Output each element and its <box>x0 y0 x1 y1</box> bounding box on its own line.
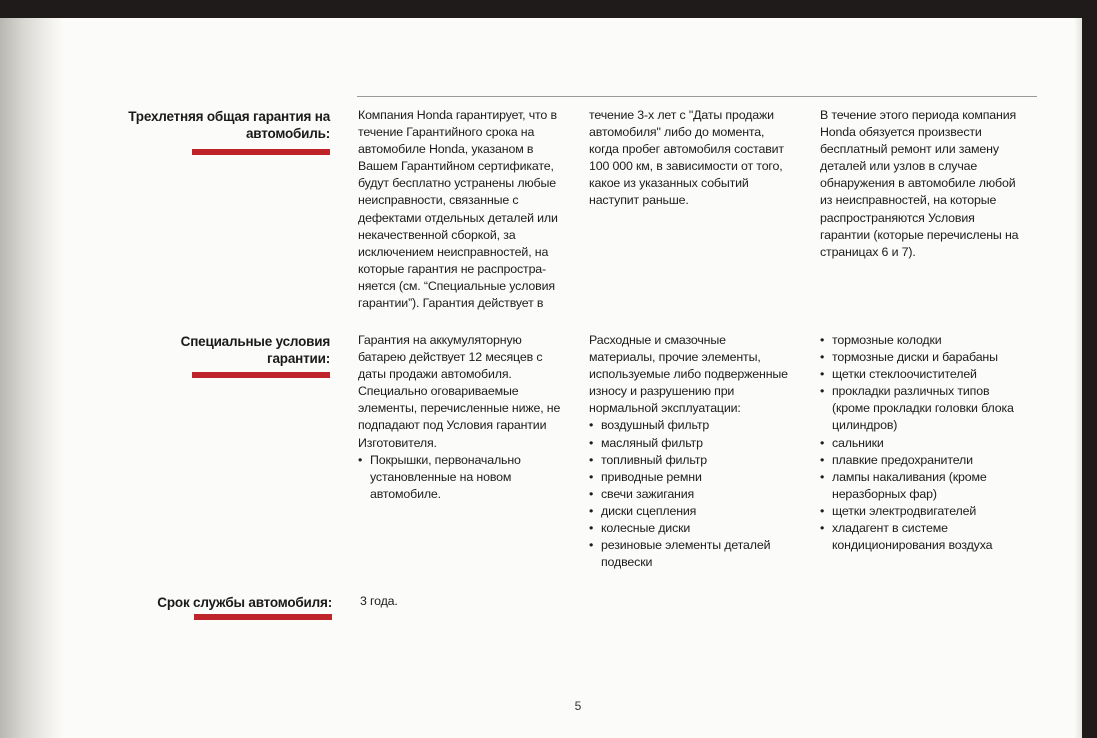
list-item: • щетки электродвигателей <box>820 503 1025 520</box>
paragraph: Гарантия на аккумуляторную батарею действует 12 месяцев с даты продажи автомобиля. Специально оговариваемые элементы, перечисленные ниже, не подпадают под Условия гарантии Изготовителя. <box>358 333 561 450</box>
page-gutter-shadow <box>0 18 64 738</box>
list-item: • лампы накаливания (кроме неразборных фар) <box>820 469 1025 503</box>
section-label-line: Специальные условия <box>180 334 330 349</box>
page-number: 5 <box>574 699 582 713</box>
list-item: • плавкие предохранители <box>820 452 1025 469</box>
list-item: • резиновые элементы деталей подвески <box>589 537 794 571</box>
list-item: • диски сцепления <box>589 503 794 520</box>
paragraph: Расходные и смазочные материалы, прочие элементы, используемые либо подверженные износу и разрушению при нормальной эксплуатации: <box>589 333 788 416</box>
list-item: • прокладки различных типов (кроме прокладки головки блока цилиндров) <box>820 383 1025 434</box>
special-conditions-col1 <box>358 332 563 503</box>
section-label-line: автомобиль: <box>246 126 330 141</box>
list-item: • топливный фильтр <box>589 452 794 469</box>
list-item: • щетки стеклоочистителей <box>820 366 1025 383</box>
section-label-line: Трехлетняя общая гарантия на <box>128 109 330 124</box>
section-label-service-life <box>110 594 332 611</box>
list-item: • приводные ремни <box>589 469 794 486</box>
list-item: • воздушный фильтр <box>589 417 794 434</box>
special-conditions-col2 <box>589 332 794 571</box>
list-item: • свечи зажигания <box>589 486 794 503</box>
section-marker-bar <box>192 149 330 155</box>
list-item: • масляный фильтр <box>589 435 794 452</box>
paragraph: В течение этого периода компания Honda обязуется произвести бесплатный ремонт или замену деталей или узлов в случае обнаружения в автомобиле любой из неисправностей, на которые распространяются Условия гарантии (которые перечислены на страницах 6 и 7). <box>820 108 1019 259</box>
paragraph: течение 3-х лет с "Даты продажи автомобиля" либо до момента, когда пробег автомобиля составит 100 000 км, в зависимости от того, какое из указанных событий наступит раньше. <box>589 108 784 208</box>
section-label-general-warranty <box>110 108 330 142</box>
special-conditions-col3 <box>820 332 1025 554</box>
list-item: • тормозные колодки <box>820 332 1025 349</box>
section-label-line: Срок службы автомобиля: <box>157 595 332 610</box>
list-item: • тормозные диски и барабаны <box>820 349 1025 366</box>
general-warranty-col2 <box>589 107 794 210</box>
bullet-list <box>820 332 1025 554</box>
section-marker-bar <box>192 372 330 378</box>
general-warranty-col1 <box>358 107 563 312</box>
bullet-list <box>589 417 794 571</box>
list-item: • хладагент в системе кондиционирования воздуха <box>820 520 1025 554</box>
paragraph: Компания Honda гарантирует, что в течение Гарантийного срока на автомобиле Honda, указаном в Вашем Гарантийном сертификате, будут бесплатно устранены любые неисправности, связанные с дефектами отдельных деталей или некачественной сборкой, за исключением неисправностей, на которые гарантия не распростра-няется (см. “Специальные условия гарантии”). Гарантия действует в <box>358 108 558 311</box>
paragraph: 3 года. <box>360 594 398 608</box>
list-item: • колесные диски <box>589 520 794 537</box>
service-life-value <box>360 593 560 610</box>
list-item: • Покрышки, первоначально установленные на новом автомобиле. <box>358 452 563 503</box>
top-rule <box>357 96 1037 97</box>
section-marker-bar <box>194 614 332 620</box>
page-right-edge <box>1074 18 1082 738</box>
bullet-list <box>358 452 563 503</box>
section-label-special-conditions <box>110 333 330 367</box>
section-label-line: гарантии: <box>267 351 330 366</box>
general-warranty-col3 <box>820 107 1025 261</box>
list-item: • сальники <box>820 435 1025 452</box>
